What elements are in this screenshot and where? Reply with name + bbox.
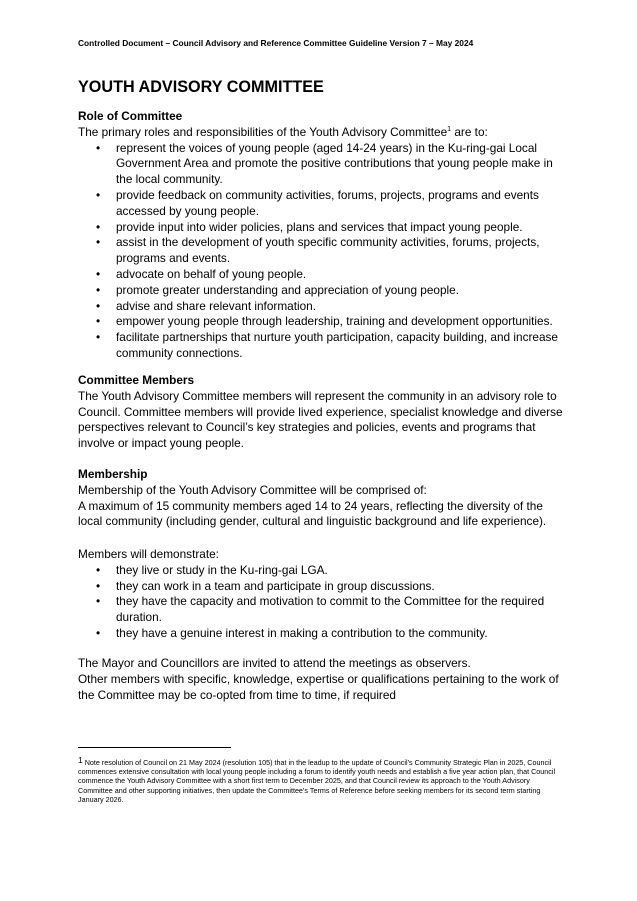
bullet-icon: • [96, 578, 101, 593]
footnote-marker: 1 [78, 755, 83, 765]
bullet-icon: • [96, 187, 101, 202]
list-item-text: advise and share relevant information. [116, 298, 317, 313]
bullet-icon: • [96, 330, 101, 345]
list-item [78, 330, 564, 362]
role-list [78, 141, 564, 362]
list-item [78, 299, 564, 315]
bullet-icon: • [96, 594, 101, 609]
page-title: YOUTH ADVISORY COMMITTEE [78, 78, 324, 96]
list-item [78, 594, 564, 626]
list-item [78, 220, 564, 236]
role-intro [78, 125, 564, 141]
list-item-text: promote greater understanding and appreciation of young people. [116, 282, 460, 297]
footnote-reference: 1 [447, 125, 452, 133]
role-intro-text: The primary roles and responsibilities of the Youth Advisory Committee [78, 124, 448, 139]
list-item-text: they have a genuine interest in making a contribution to the community. [116, 625, 488, 640]
list-item-text: assist in the development of youth specific community activities, forums, projects, programs and events. [116, 235, 540, 266]
coopted-text: Other members with specific, knowledge, expertise or qualifications pertaining to the work of the Committee may be co-opted from time to time, if required [78, 671, 559, 702]
document-page [78, 0, 564, 901]
bullet-icon: • [96, 314, 101, 329]
list-item-text: empower young people through leadership, training and development opportunities. [116, 314, 553, 329]
members-heading: Committee Members [78, 373, 195, 387]
members-section [78, 373, 564, 452]
list-item-text: provide input into wider policies, plans and services that impact young people. [116, 219, 523, 234]
role-section [78, 109, 564, 362]
list-item [78, 563, 564, 579]
list-item-text: they can work in a team and participate in group discussions. [116, 578, 435, 593]
list-item [78, 283, 564, 299]
role-intro-suffix: are to: [451, 124, 488, 139]
list-item [78, 579, 564, 595]
footnote-divider [78, 747, 231, 748]
bullet-icon: • [96, 282, 101, 297]
members-text: The Youth Advisory Committee members will represent the community in an advisory role to Council. Committee members will provide lived experience, specialist knowledge and diverse perspectives relevant to Council’s key strategies and policies, events and programs that involve or impact young people. [78, 388, 563, 451]
list-item [78, 626, 564, 642]
list-item-text: facilitate partnerships that nurture youth participation, capacity building, and increase community connections. [116, 330, 558, 360]
membership-line-2: A maximum of 15 community members aged 14 to 24 years, reflecting the diversity of the local community (including gender, cultural and linguistic background and life experience). [78, 498, 547, 529]
membership-section [78, 467, 564, 530]
bullet-icon: • [96, 140, 101, 155]
list-item-text: they live or study in the Ku-ring-gai LGA. [116, 562, 328, 577]
list-item-text: provide feedback on community activities, forums, projects, programs and events accessed by young people. [116, 187, 539, 218]
demonstrate-intro: Members will demonstrate: [78, 547, 219, 561]
membership-line-1: Membership of the Youth Advisory Committee will be comprised of: [78, 482, 427, 497]
footnote [78, 755, 564, 804]
list-item [78, 235, 564, 267]
list-item-text: advocate on behalf of young people. [116, 266, 307, 281]
list-item-text: represent the voices of young people (aged 14-24 years) in the Ku-ring-gai Local Government Area and promote the positive contributions that young people make in the local community. [116, 140, 553, 187]
bullet-icon: • [96, 219, 101, 234]
role-heading: Role of Committee [78, 109, 183, 123]
demonstrate-list [78, 563, 564, 642]
list-item-text: they have the capacity and motivation to commit to the Committee for the required duration. [116, 594, 545, 625]
bullet-icon: • [96, 266, 101, 281]
bullet-icon: • [96, 235, 101, 250]
list-item [78, 141, 564, 188]
bullet-icon: • [96, 625, 101, 640]
membership-heading: Membership [78, 467, 148, 481]
footnote-text: Note resolution of Council on 21 May 2024 (resolution 105) that in the leadup to the update of Council’s Community Strategic Plan in 2025, Council commences extensive consultation with local young people including a forum to identify youth needs and establish a five year action plan, that Council commence the Youth Advisory Committee with a short first term to December 2025, and that Council review its approach to the Youth Advisory Committee and other supporting initiatives, then update the Committee’s Terms of Reference before seeking members for its second term starting January 2026. [78, 758, 556, 804]
document-header: Controlled Document – Council Advisory and Reference Committee Guideline Version 7 – May 2024 [78, 38, 474, 48]
list-item [78, 314, 564, 330]
list-item [78, 188, 564, 220]
bullet-icon: • [96, 562, 101, 577]
observers-section [78, 656, 564, 703]
list-item [78, 267, 564, 283]
bullet-icon: • [96, 298, 101, 313]
demonstrate-section [78, 547, 564, 642]
observers-text: The Mayor and Councillors are invited to attend the meetings as observers. [78, 656, 471, 670]
